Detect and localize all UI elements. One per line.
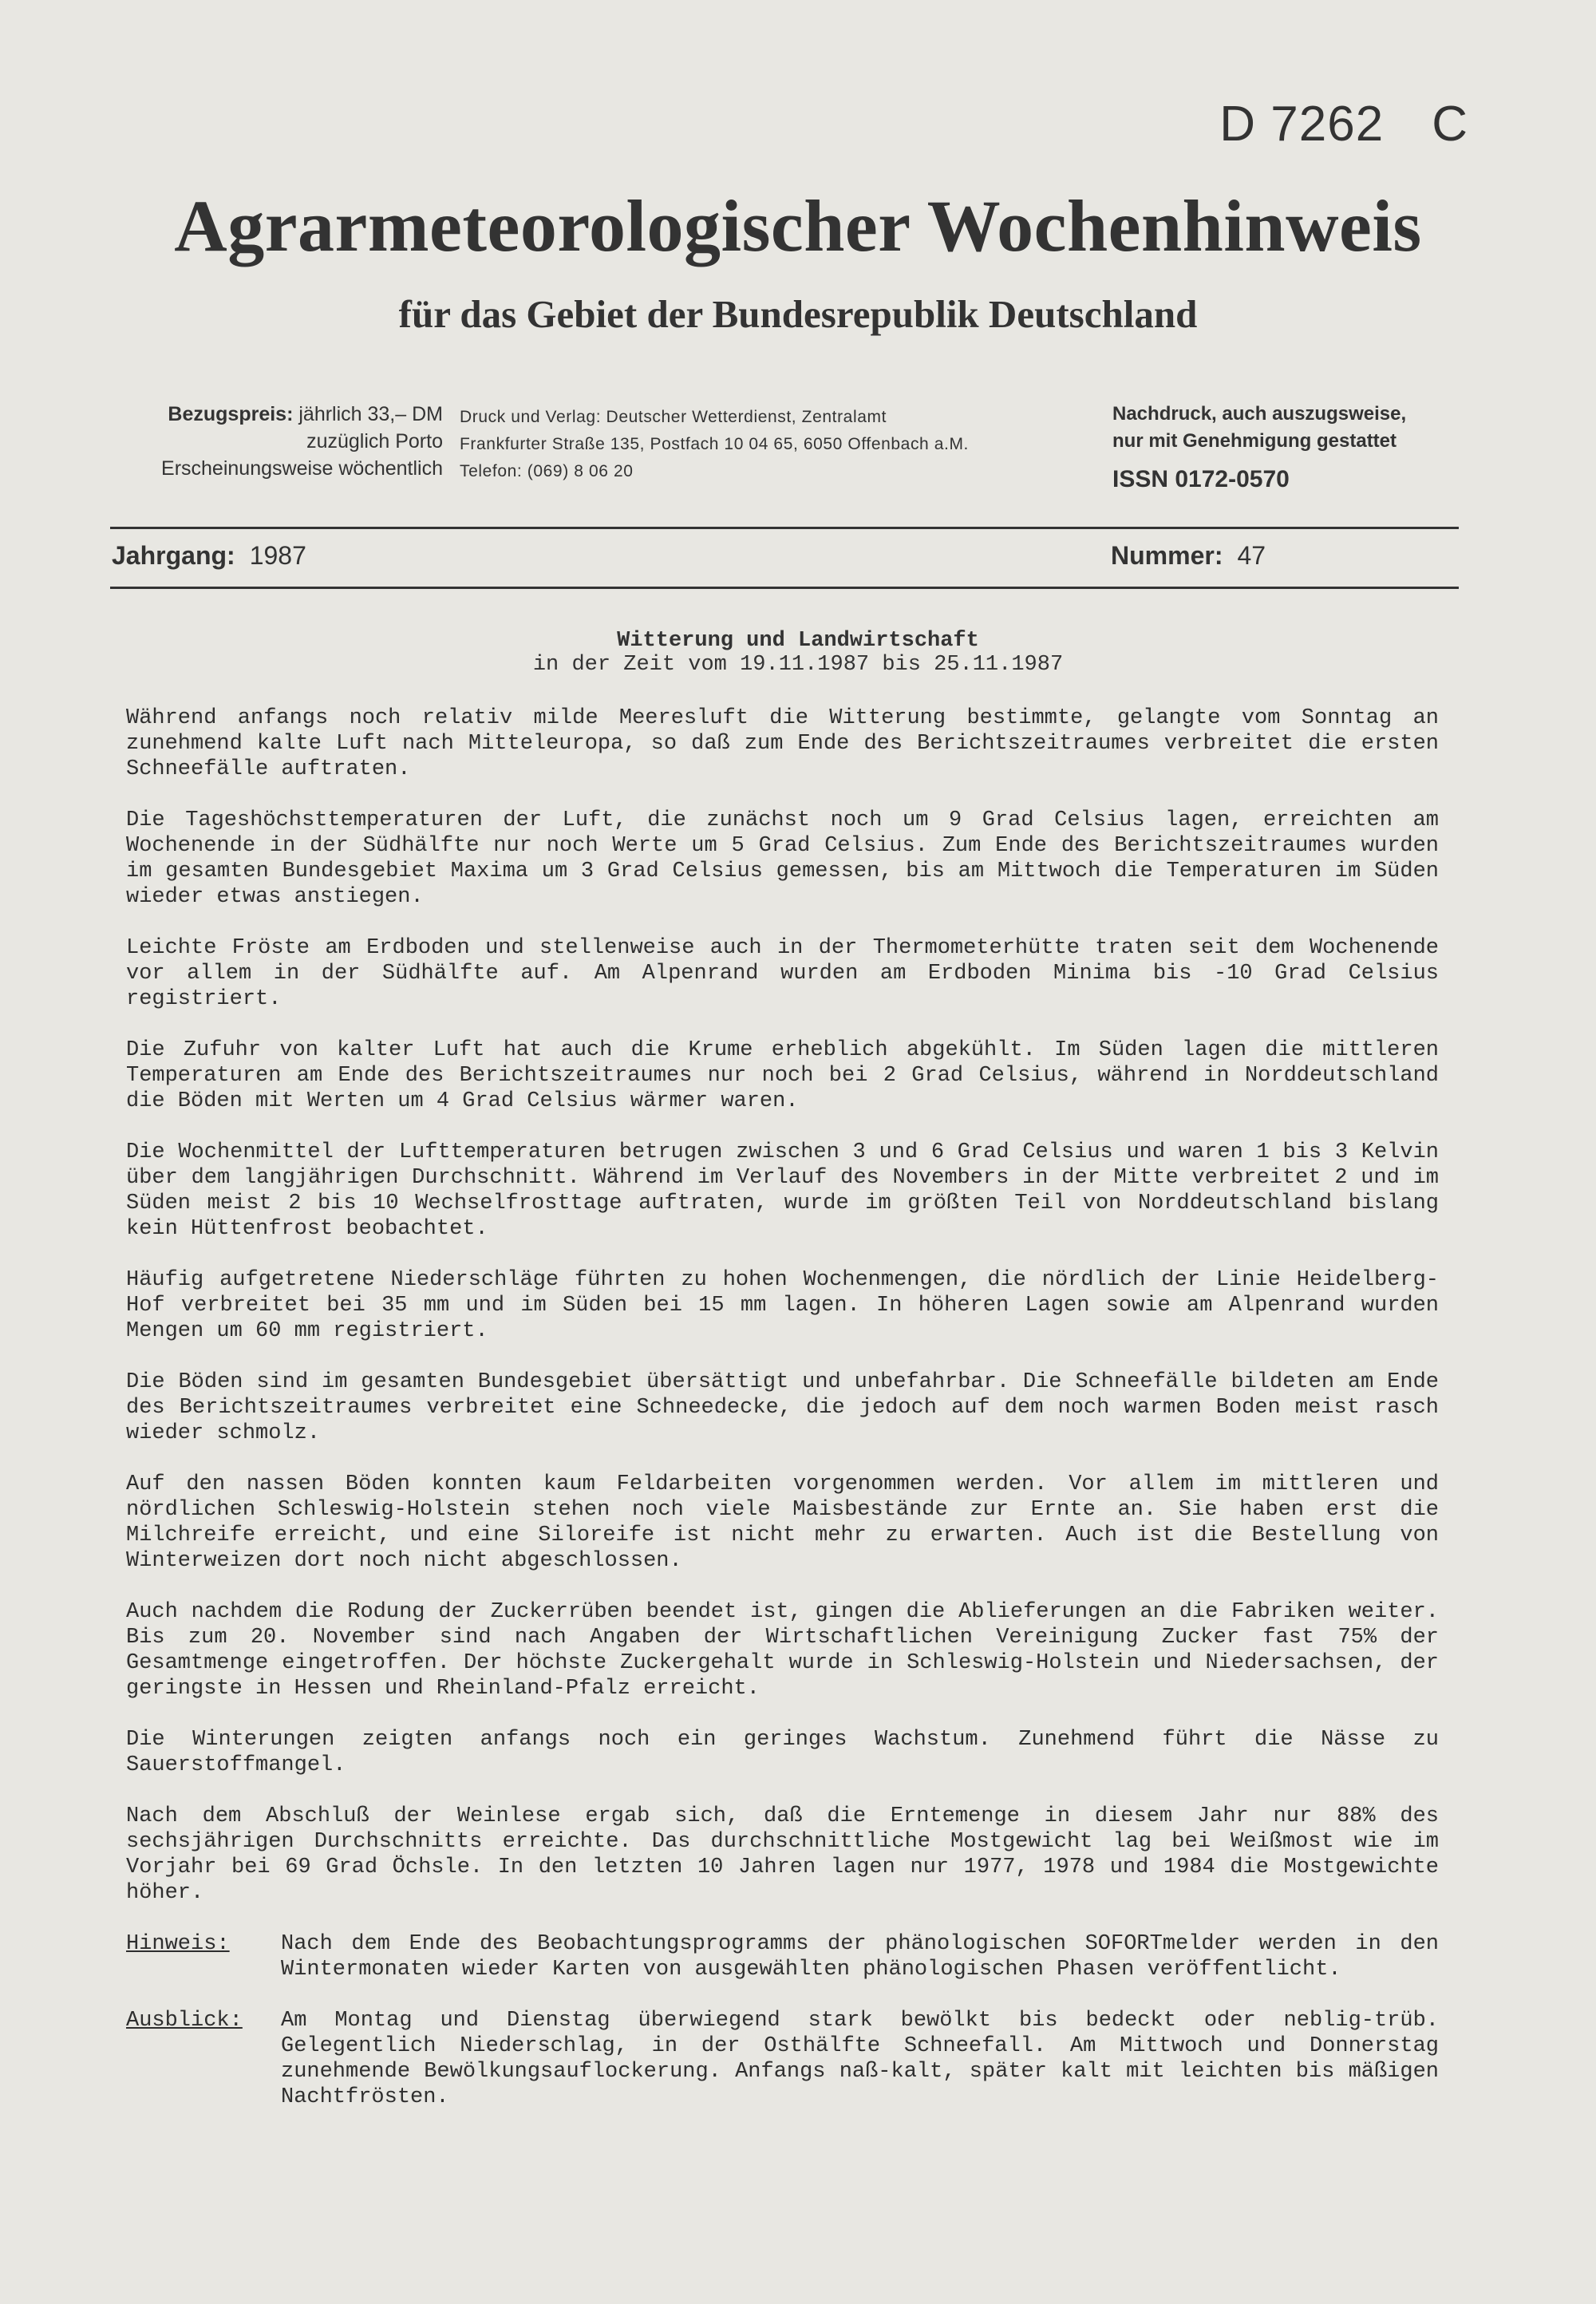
page-subtitle: für das Gebiet der Bundesrepublik Deutschland xyxy=(398,292,1198,336)
phone: Telefon: (069) 8 06 20 xyxy=(460,462,634,480)
year-label: Jahrgang: xyxy=(112,541,235,570)
outlook-note xyxy=(126,2008,1439,2110)
paragraph: Nach dem Abschluß der Weinlese ergab sich, daß die Erntemenge in diesem Jahr nur 88% des sechsjährigen Durchschnitts erreichte. Das durchschnittliche Mostgewicht lag bei Weißmost wie im Vorjahr bei 69 Grad Öchsle. In den letzten 10 Jahren lagen nur 1977, 1978 und 1984 die Mostgewichte höher. xyxy=(126,1804,1439,1905)
number-label: Nummer: xyxy=(1111,541,1223,570)
subscription-info xyxy=(80,401,443,482)
paragraph: Die Wochenmittel der Lufttemperaturen betrugen zwischen 3 und 6 Grad Celsius und waren 1 bis 3 Kelvin über dem langjährigen Durchschnitt. Während im Verlauf des Novembers in der Mitte verbreitet 2 und im Süden meist 2 bis 10 Wechselfrosttage auftraten, wurde im größten Teil von Norddeutschland bislang kein Hüttenfrost beobachtet. xyxy=(126,1140,1439,1241)
paragraph: Die Zufuhr von kalter Luft hat auch die Krume erheblich abgekühlt. Im Süden lagen die mittleren Temperaturen am Ende des Berichtszeitraumes nur noch bei 2 Grad Celsius, während in Norddeutschland die Böden mit Werten um 4 Grad Celsius wärmer waren. xyxy=(126,1038,1439,1113)
section-title: Witterung und Landwirtschaft xyxy=(617,629,979,653)
code-number: D 7262 xyxy=(1219,97,1385,152)
paragraph: Während anfangs noch relativ milde Meeresluft die Witterung bestimmte, gelangte vom Sonntag an zunehmend kalte Luft nach Mitteleuropa, so daß zum Ende des Berichtszeitraumes verbreitet die ersten Schneefälle auftraten. xyxy=(126,706,1439,781)
divider-bottom xyxy=(110,587,1459,589)
reprint-line-1: Nachdruck, auch auszugsweise, xyxy=(1112,403,1407,425)
paragraph: Die Tageshöchsttemperaturen der Luft, die zunächst noch um 9 Grad Celsius lagen, erreichten am Wochenende in der Südhälfte nur noch Werte um 5 Grad Celsius. Zum Ende des Berichtszeitraumes wurden im gesamten Bundesgebiet Maxima um 3 Grad Celsius gemessen, bis am Mittwoch die Temperaturen im Süden wieder etwas anstiegen. xyxy=(126,808,1439,909)
paragraph: Auf den nassen Böden konnten kaum Feldarbeiten vorgenommen werden. Vor allem im mittleren und nördlichen Schleswig-Holstein stehen noch viele Maisbestände zur Ernte an. Sie haben erst die Milchreife erreicht, und eine Siloreife ist nicht mehr zu erwarten. Auch ist die Bestellung von Winterweizen dort noch nicht abgeschlossen. xyxy=(126,1472,1439,1573)
code-letter: C xyxy=(1432,97,1468,152)
rights-info xyxy=(1112,401,1527,493)
year-value: 1987 xyxy=(249,541,306,570)
publication-code xyxy=(1189,96,1468,152)
hint-text: Nach dem Ende des Beobachtungsprogramms der phänologischen SOFORTmelder werden in den Wintermonaten wieder Karten von ausgewählten phänologischen Phasen veröffentlicht. xyxy=(281,1932,1439,1982)
issue-year xyxy=(112,541,306,571)
outlook-label: Ausblick: xyxy=(126,2009,243,2033)
page-title: Agrarmeteorologischer Wochenhinweis xyxy=(174,185,1422,267)
address: Frankfurter Straße 135, Postfach 10 04 65, 6050 Offenbach a.M. xyxy=(460,435,969,453)
reprint-line-2: nur mit Genehmigung gestattet xyxy=(1112,430,1397,452)
publisher-info xyxy=(460,404,1098,485)
number-value: 47 xyxy=(1237,541,1266,570)
paragraph: Auch nachdem die Rodung der Zuckerrüben beendet ist, gingen die Ablieferungen an die Fabriken weiter. Bis zum 20. November sind nach Angaben der Wirtschaftlichen Vereinigung Zucker fast 75% der Gesamtmenge eingetroffen. Der höchste Zuckergehalt wurde in Schleswig-Holstein und Niedersachsen, der geringste in Hessen und Rheinland-Pfalz erreicht. xyxy=(126,1600,1439,1701)
paragraph: Häufig aufgetretene Niederschläge führten zu hohen Wochenmengen, die nördlich der Linie Heidelberg-Hof verbreitet bei 35 mm und im Süden bei 15 mm lagen. In höheren Lagen sowie am Alpenrand wurden Mengen um 60 mm registriert. xyxy=(126,1268,1439,1343)
issue-number xyxy=(1111,541,1266,571)
price-label: Bezugspreis: xyxy=(168,403,294,425)
outlook-text: Am Montag und Dienstag überwiegend stark bewölkt bis bedeckt oder neblig-trüb. Gelegentlich Niederschlag, in der Osthälfte Schneefall. Am Mittwoch und Donnerstag zunehmende Bewölkungsauflockerung. Anfangs naß-kalt, später kalt mit leichten bis mäßigen Nachtfrösten. xyxy=(281,2009,1439,2109)
report-body xyxy=(126,705,1439,2136)
section-period: in der Zeit vom 19.11.1987 bis 25.11.1987 xyxy=(532,653,1064,677)
divider-top xyxy=(110,527,1459,529)
price: jährlich 33,– DM xyxy=(298,403,443,425)
postage-note: zuzüglich Porto xyxy=(306,430,443,453)
print-line: Druck und Verlag: Deutscher Wetterdienst, Zentralamt xyxy=(460,408,887,426)
paragraph: Die Winterungen zeigten anfangs noch ein geringes Wachstum. Zunehmend führt die Nässe zu Sauerstoffmangel. xyxy=(126,1728,1439,1777)
frequency: Erscheinungsweise wöchentlich xyxy=(161,457,443,480)
issn: ISSN 0172-0570 xyxy=(1112,466,1290,492)
paragraph: Leichte Fröste am Erdboden und stellenweise auch in der Thermometerhütte traten seit dem Wochenende vor allem in der Südhälfte auf. Am Alpenrand wurden am Erdboden Minima bis -10 Grad Celsius registriert. xyxy=(126,936,1439,1011)
hint-label: Hinweis: xyxy=(126,1932,230,1956)
hint-note xyxy=(126,1931,1439,1982)
paragraph: Die Böden sind im gesamten Bundesgebiet übersättigt und unbefahrbar. Die Schneefälle bildeten am Ende des Berichtszeitraumes verbreitet eine Schneedecke, die jedoch auf dem noch warmen Boden meist rasch wieder schmolz. xyxy=(126,1370,1439,1445)
